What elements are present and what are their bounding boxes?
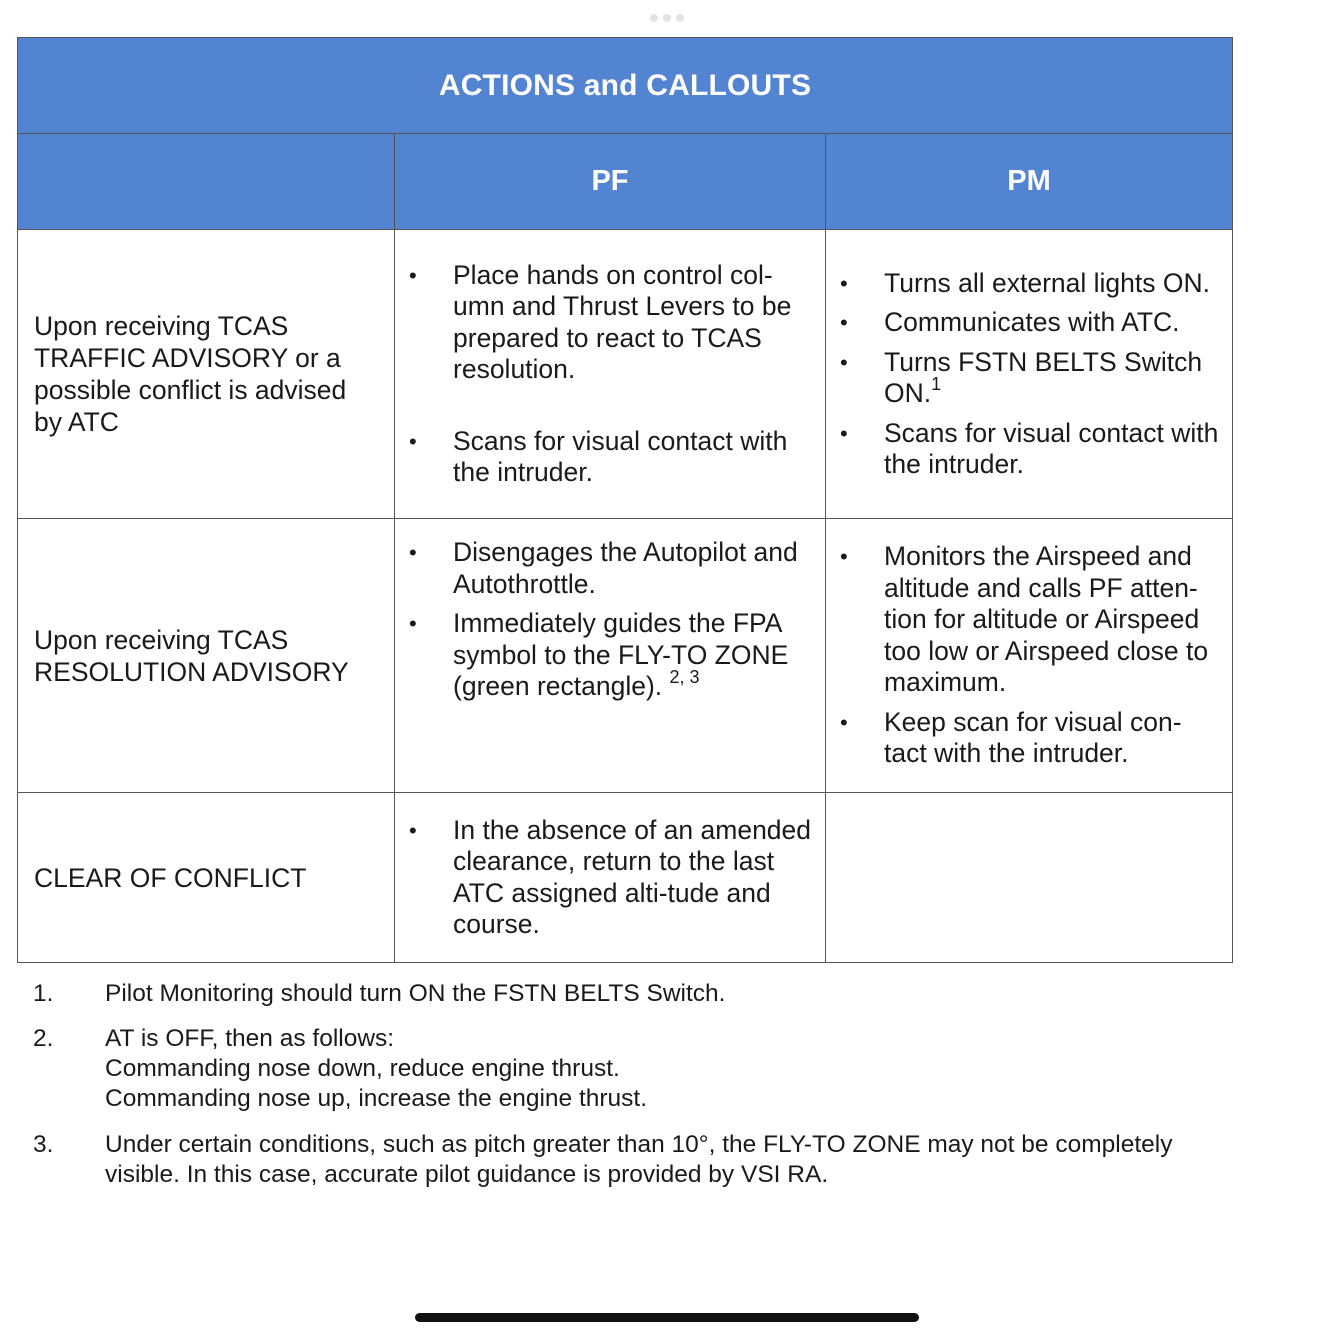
pf-action: • Disengages the Autopilot and Autothrottle. xyxy=(395,537,815,600)
footnote-line: Under certain conditions, such as pitch greater than 10°, the FLY-TO ZONE may not be completely xyxy=(105,1131,1173,1158)
condition-cell: CLEAR OF CONFLICT xyxy=(18,793,395,963)
pm-cell-empty xyxy=(826,793,1233,963)
pm-action: • Keep scan for visual con-tact with the intruder. xyxy=(826,707,1222,770)
pf-cell xyxy=(395,519,826,793)
footnote-ref: 2, 3 xyxy=(669,667,700,687)
condition-cell: Upon receiving TCAS TRAFFIC ADVISORY or a possible conflict is advised by ATC xyxy=(18,230,395,519)
pf-action-text: Immediately guides the FPA symbol to the FLY-TO ZONE (green rectangle). xyxy=(453,608,789,701)
pf-action: • In the absence of an amended clearance, return to the last ATC assigned alti-tude and course. xyxy=(395,815,815,941)
condition-cell: Upon receiving TCAS RESOLUTION ADVISORY xyxy=(18,519,395,793)
table-row xyxy=(18,793,1233,963)
header-pm: PM xyxy=(826,134,1233,230)
footnote xyxy=(33,1130,1233,1190)
table-title: ACTIONS and CALLOUTS xyxy=(18,38,1233,134)
pm-cell xyxy=(826,519,1233,793)
footnote xyxy=(33,1024,1233,1114)
pf-action: • Scans for visual contact with the intruder. xyxy=(395,426,815,489)
header-empty-cell xyxy=(18,134,395,230)
pf-cell xyxy=(395,793,826,963)
footnote-line: visible. In this case, accurate pilot guidance is provided by VSI RA. xyxy=(105,1161,829,1188)
footnote-line: AT is OFF, then as follows: xyxy=(105,1025,395,1052)
pf-action: • Place hands on control col-umn and Thrust Levers to be prepared to react to TCAS resolution. xyxy=(395,260,815,386)
footnote-ref: 1 xyxy=(931,374,942,394)
table-row xyxy=(18,519,1233,793)
pm-action: • Communicates with ATC. xyxy=(826,307,1222,339)
pm-action-text: Turns FSTN BELTS Switch ON. xyxy=(884,346,1203,408)
pf-cell xyxy=(395,230,826,519)
footnote-line: Commanding nose down, reduce engine thrust. xyxy=(105,1055,620,1082)
actions-callouts-table xyxy=(17,37,1233,963)
footnote xyxy=(33,979,1233,1009)
page-indicator xyxy=(650,14,684,22)
footnote-line: Pilot Monitoring should turn ON the FSTN BELTS Switch. xyxy=(105,980,726,1007)
footnote-number: 1. xyxy=(33,980,54,1007)
pm-cell xyxy=(826,230,1233,519)
table-row xyxy=(18,230,1233,519)
header-pf: PF xyxy=(395,134,826,230)
pm-action: • Turns all external lights ON. xyxy=(826,268,1222,300)
pm-action: • Monitors the Airspeed and altitude and calls PF atten-tion for altitude or Airspeed too low or Airspeed close to maximum. xyxy=(826,541,1222,699)
footnote-number: 2. xyxy=(33,1025,54,1052)
footnote-line: Commanding nose up, increase the engine thrust. xyxy=(105,1085,648,1112)
pf-action xyxy=(395,608,815,703)
pm-action xyxy=(826,347,1222,410)
home-indicator[interactable] xyxy=(415,1313,919,1322)
footnote-number: 3. xyxy=(33,1131,54,1158)
pm-action: • Scans for visual contact with the intruder. xyxy=(826,418,1222,481)
